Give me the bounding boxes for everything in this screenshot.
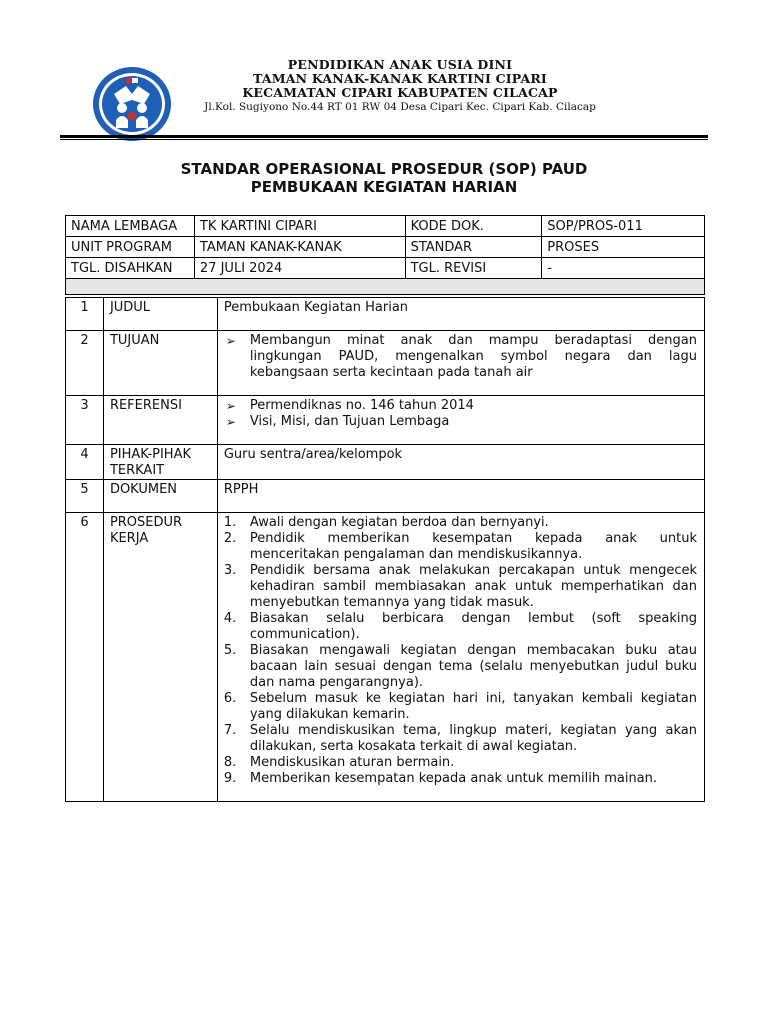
step-number: 7. <box>223 723 237 738</box>
step-number: 4. <box>223 611 237 626</box>
section-number: 1 <box>66 298 104 331</box>
procedure-step <box>224 515 697 531</box>
step-text: Awali dengan kegiatan berdoa dan bernyanyi. <box>249 515 549 530</box>
procedure-step <box>224 563 697 611</box>
step-number: 1. <box>223 515 237 530</box>
letterhead-line-1: PENDIDIKAN ANAK USIA DINI <box>287 57 513 72</box>
step-number: 2. <box>223 531 237 546</box>
letterhead-text <box>204 57 596 114</box>
section-label: PIHAK-PIHAK TERKAIT <box>103 445 217 480</box>
prosedur-steps-list <box>224 515 697 787</box>
step-text: Biasakan mengawali kegiatan dengan membacakan buku atau bacaan lain sesuai dengan tema (selalu menyebutkan judul buku dan nama pengarangnya). <box>249 643 697 690</box>
section-row-referensi <box>66 396 705 445</box>
section-content <box>217 331 704 396</box>
info-row <box>66 216 705 237</box>
section-row-prosedur-kerja <box>66 513 705 802</box>
step-text: Sebelum masuk ke kegiatan hari ini, tanyakan kembali kegiatan yang dilakukan kemarin. <box>249 691 697 722</box>
step-text: Pendidik bersama anak melakukan percakapan untuk mengecek kehadiran sambil membiasakan anak untuk memperhatikan dan menyebutkan temannya yang tidak masuk. <box>249 563 697 610</box>
info-value: SOP/PROS-011 <box>542 216 705 237</box>
referensi-list <box>224 398 697 430</box>
step-number: 8. <box>223 755 237 770</box>
info-key: TGL. DISAHKAN <box>66 258 195 279</box>
info-key: TGL. REVISI <box>405 258 542 279</box>
section-content: Pembukaan Kegiatan Harian <box>217 298 704 331</box>
info-value: PROSES <box>542 237 705 258</box>
procedure-step <box>224 643 697 691</box>
info-key: UNIT PROGRAM <box>66 237 195 258</box>
info-key: STANDAR <box>405 237 542 258</box>
section-label: REFERENSI <box>103 396 217 445</box>
section-content <box>217 396 704 445</box>
list-item: ➢ Permendiknas no. 146 tahun 2014 <box>224 398 697 414</box>
info-separator <box>66 279 705 295</box>
section-number: 4 <box>66 445 104 480</box>
list-item: ➢ Membangun minat anak dan mampu beradaptasi dengan lingkungan PAUD, mengenalkan symbol negara dan lagu kebangsaan serta kecintaan pada tanah air <box>224 333 697 381</box>
step-number: 9. <box>223 771 237 786</box>
info-separator-row <box>66 279 705 295</box>
letterhead-rule-thick <box>60 135 708 138</box>
procedure-step <box>224 755 697 771</box>
section-label: TUJUAN <box>103 331 217 396</box>
procedure-step <box>224 691 697 723</box>
letterhead <box>0 0 768 150</box>
tujuan-list <box>224 333 697 381</box>
info-value: 27 JULI 2024 <box>194 258 405 279</box>
section-content: Guru sentra/area/kelompok <box>217 445 704 480</box>
section-number: 2 <box>66 331 104 396</box>
step-number: 6. <box>223 691 237 706</box>
procedure-step <box>224 723 697 755</box>
letterhead-address: Jl.Kol. Sugiyono No.44 RT 01 RW 04 Desa Cipari Kec. Cipari Kab. Cilacap <box>204 101 596 113</box>
document-title-line-1: STANDAR OPERASIONAL PROSEDUR (SOP) PAUD <box>180 160 588 178</box>
section-row-dokumen <box>66 480 705 513</box>
step-text: Pendidik memberikan kesempatan kepada anak untuk menceritakan pengalaman dan mendiskusikannya. <box>249 531 697 562</box>
section-number: 5 <box>66 480 104 513</box>
document-title-line-2: PEMBUKAAN KEGIATAN HARIAN <box>250 178 518 196</box>
school-emblem-logo <box>92 64 172 144</box>
step-text: Mendiskusikan aturan bermain. <box>249 755 455 770</box>
section-label: DOKUMEN <box>103 480 217 513</box>
section-label: PROSEDUR KERJA <box>103 513 217 802</box>
section-row-tujuan <box>66 331 705 396</box>
document-info-table <box>65 215 705 295</box>
section-content <box>217 513 704 802</box>
section-number: 3 <box>66 396 104 445</box>
document-title <box>0 160 768 196</box>
section-row-judul <box>66 298 705 331</box>
section-content: RPPH <box>217 480 704 513</box>
procedure-step <box>224 531 697 563</box>
list-item: ➢ Visi, Misi, dan Tujuan Lembaga <box>224 414 697 430</box>
section-label: JUDUL <box>103 298 217 331</box>
info-row <box>66 237 705 258</box>
letterhead-rule-thin <box>60 139 708 140</box>
step-number: 5. <box>223 643 237 658</box>
info-row <box>66 258 705 279</box>
step-number: 3. <box>223 563 237 578</box>
step-text: Selalu mendiskusikan tema, lingkup materi, kegiatan yang akan dilakukan, serta kosakata terkait di awal kegiatan. <box>249 723 697 754</box>
procedure-step <box>224 771 697 787</box>
letterhead-line-2: TAMAN KANAK-KANAK KARTINI CIPARI <box>253 71 547 86</box>
letterhead-line-3: KECAMATAN CIPARI KABUPATEN CILACAP <box>242 85 558 100</box>
procedure-step <box>224 611 697 643</box>
sop-content-table <box>65 297 705 802</box>
info-key: KODE DOK. <box>405 216 542 237</box>
section-number: 6 <box>66 513 104 802</box>
step-text: Biasakan selalu berbicara dengan lembut (soft speaking communication). <box>249 611 697 642</box>
section-row-pihak-terkait <box>66 445 705 480</box>
info-value: TK KARTINI CIPARI <box>194 216 405 237</box>
info-value: TAMAN KANAK-KANAK <box>194 237 405 258</box>
info-value: - <box>542 258 705 279</box>
info-key: NAMA LEMBAGA <box>66 216 195 237</box>
step-text: Memberikan kesempatan kepada anak untuk memilih mainan. <box>249 771 658 786</box>
